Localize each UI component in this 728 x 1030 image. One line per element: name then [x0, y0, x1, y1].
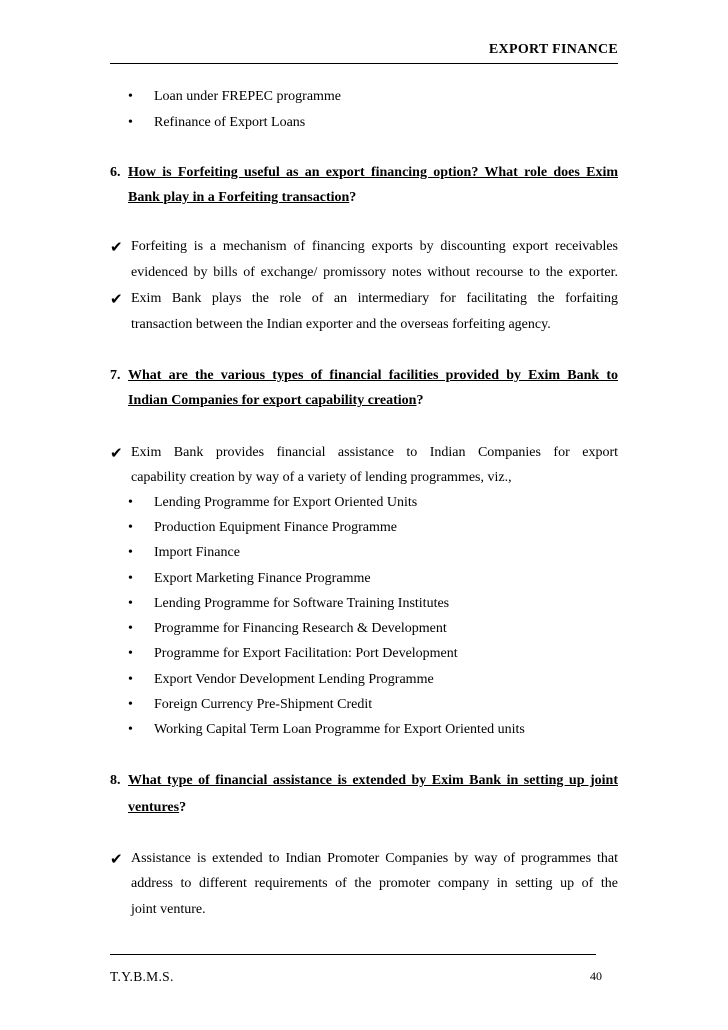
question-number: 8.: [110, 773, 121, 788]
question-text: What are the various types of financial facilities provided by Exim Bank to: [128, 368, 618, 383]
list-item: • Lending Programme for Export Oriented Units: [128, 495, 418, 510]
answer-text: evidenced by bills of exchange/ promissory notes without recourse to the exporter.: [131, 265, 618, 280]
answer-text: address to different requirements of the promoter company in setting up of the: [131, 876, 618, 891]
checkmark-icon: ✔: [110, 240, 123, 256]
bullet-icon: •: [128, 646, 133, 661]
list-item: • Refinance of Export Loans: [128, 115, 306, 130]
answer-text: joint venture.: [131, 902, 206, 917]
bullet-icon: •: [128, 621, 133, 636]
list-item: • Production Equipment Finance Programme: [128, 520, 398, 535]
bullet-icon: •: [128, 495, 133, 510]
bullet-icon: •: [128, 722, 133, 737]
question-text: How is Forfeiting useful as an export financing option? What role does Exim: [128, 165, 618, 180]
checkmark-icon: ✔: [110, 852, 123, 868]
list-item: • Programme for Export Facilitation: Port Development: [128, 646, 458, 661]
answer-text: Assistance is extended to Indian Promoter Companies by way of programmes that: [131, 851, 618, 866]
question-text: What type of financial assistance is extended by Exim Bank in setting up joint: [128, 773, 618, 788]
header-rule: [110, 63, 618, 64]
list-item: • Foreign Currency Pre-Shipment Credit: [128, 697, 373, 712]
question-text: ventures?: [128, 800, 187, 815]
answer-text: Exim Bank plays the role of an intermediary for facilitating the forfaiting: [131, 291, 618, 306]
checkmark-icon: ✔: [110, 446, 123, 462]
list-item: • Lending Programme for Software Training Institutes: [128, 596, 450, 611]
answer-text: transaction between the Indian exporter and the overseas forfeiting agency.: [131, 317, 551, 332]
question-number: 6.: [110, 165, 121, 180]
answer-text: capability creation by way of a variety of lending programmes, viz.,: [131, 470, 512, 485]
bullet-icon: •: [128, 89, 133, 104]
bullet-icon: •: [128, 697, 133, 712]
list-item: • Import Finance: [128, 545, 240, 560]
list-item: • Programme for Financing Research & Development: [128, 621, 447, 636]
answer-text: Forfeiting is a mechanism of financing exports by discounting export receivables: [131, 239, 618, 254]
bullet-icon: •: [128, 571, 133, 586]
bullet-icon: •: [128, 520, 133, 535]
footer-rule: [110, 954, 596, 955]
checkmark-icon: ✔: [110, 292, 123, 308]
question-number: 7.: [110, 368, 121, 383]
bullet-icon: •: [128, 115, 133, 130]
header-title: EXPORT FINANCE: [488, 42, 618, 57]
footer-label: T.Y.B.M.S.: [110, 969, 174, 984]
list-item: • Export Vendor Development Lending Programme: [128, 672, 434, 687]
list-item: • Working Capital Term Loan Programme for Export Oriented units: [128, 722, 525, 737]
bullet-icon: •: [128, 545, 133, 560]
page-number: 40: [590, 969, 602, 983]
bullet-icon: •: [128, 596, 133, 611]
question-text: Indian Companies for export capability creation?: [128, 393, 424, 408]
list-item: • Export Marketing Finance Programme: [128, 571, 371, 586]
bullet-icon: •: [128, 672, 133, 687]
answer-text: Exim Bank provides financial assistance to Indian Companies for export: [131, 445, 618, 460]
question-text: Bank play in a Forfeiting transaction?: [128, 190, 357, 205]
list-item: • Loan under FREPEC programme: [128, 89, 342, 104]
